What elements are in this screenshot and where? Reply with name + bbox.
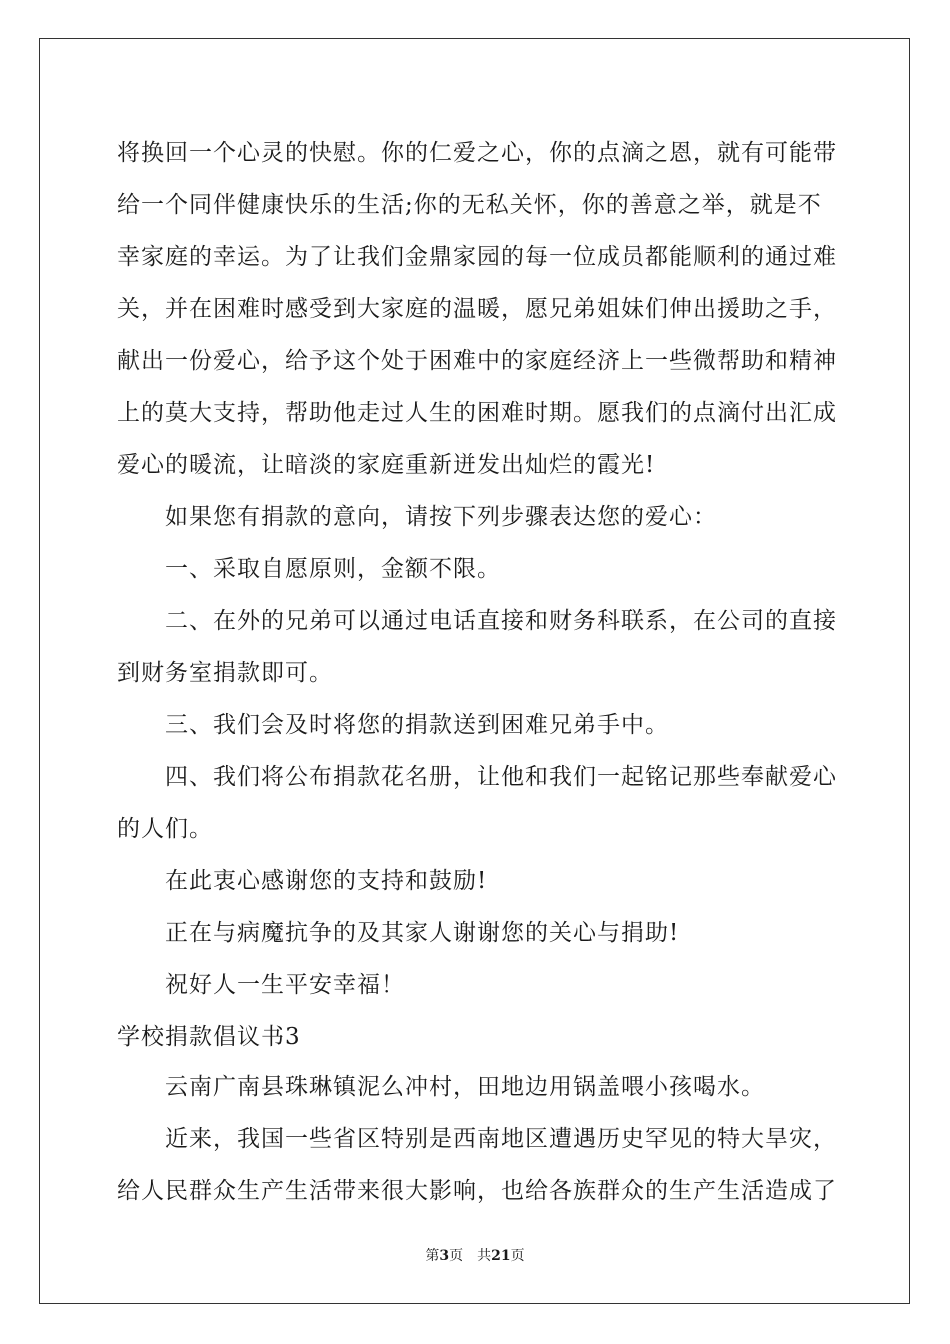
total-unit: 页	[510, 1248, 525, 1264]
text-line: 爱心的暖流，让暗淡的家庭重新迸发出灿烂的霞光!	[117, 452, 656, 478]
text-line: 幸家庭的幸运。为了让我们金鼎家园的每一位成员都能顺利的通过难	[117, 244, 837, 270]
text-line: 将换回一个心灵的快慰。你的仁爱之心，你的点滴之恩，就有可能带	[117, 140, 837, 166]
text-line: 给一个同伴健康快乐的生活;你的无私关怀，你的善意之举，就是不	[117, 192, 822, 218]
family-thanks-line: 正在与病魔抗争的及其家人谢谢您的关心与捐助!	[165, 920, 680, 946]
total-prefix: 共	[477, 1248, 492, 1264]
step-three: 三、我们会及时将您的捐款送到困难兄弟手中。	[165, 712, 669, 738]
step-four: 四、我们将公布捐款花名册，让他和我们一起铭记那些奉献爱心	[165, 764, 837, 790]
text-line: 关，并在困难时感受到大家庭的温暖，愿兄弟姐妹们伸出援助之手，	[117, 296, 837, 322]
text-line: 云南广南县珠琳镇泥么冲村，田地边用锅盖喂小孩喝水。	[165, 1074, 765, 1100]
blessing-line: 祝好人一生平安幸福！	[165, 972, 405, 998]
step-one: 一、采取自愿原则，金额不限。	[165, 556, 501, 582]
text-line: 给人民群众生产生活带来很大影响，也给各族群众的生产生活造成了	[117, 1178, 837, 1204]
text-line: 近来，我国一些省区特别是西南地区遭遇历史罕见的特大旱灾，	[165, 1126, 837, 1152]
donation-intro: 如果您有捐款的意向，请按下列步骤表达您的爱心：	[165, 504, 717, 530]
current-page-number: 3	[439, 1248, 450, 1264]
text-line: 上的莫大支持，帮助他走过人生的困难时期。愿我们的点滴付出汇成	[117, 400, 837, 426]
page-prefix: 第	[425, 1248, 440, 1264]
total-pages-number: 21	[491, 1248, 511, 1264]
text-line: 献出一份爱心，给予这个处于困难中的家庭经济上一些微帮助和精神	[117, 348, 837, 374]
step-two-continued: 到财务室捐款即可。	[117, 660, 333, 686]
step-two: 二、在外的兄弟可以通过电话直接和财务科联系，在公司的直接	[165, 608, 837, 634]
section-heading: 学校捐款倡议书3	[117, 1024, 301, 1050]
document-body	[117, 127, 837, 1217]
step-four-continued: 的人们。	[117, 816, 213, 842]
thanks-line: 在此衷心感谢您的支持和鼓励!	[165, 868, 488, 894]
page-unit: 页	[449, 1248, 464, 1264]
page-footer	[0, 1245, 950, 1265]
